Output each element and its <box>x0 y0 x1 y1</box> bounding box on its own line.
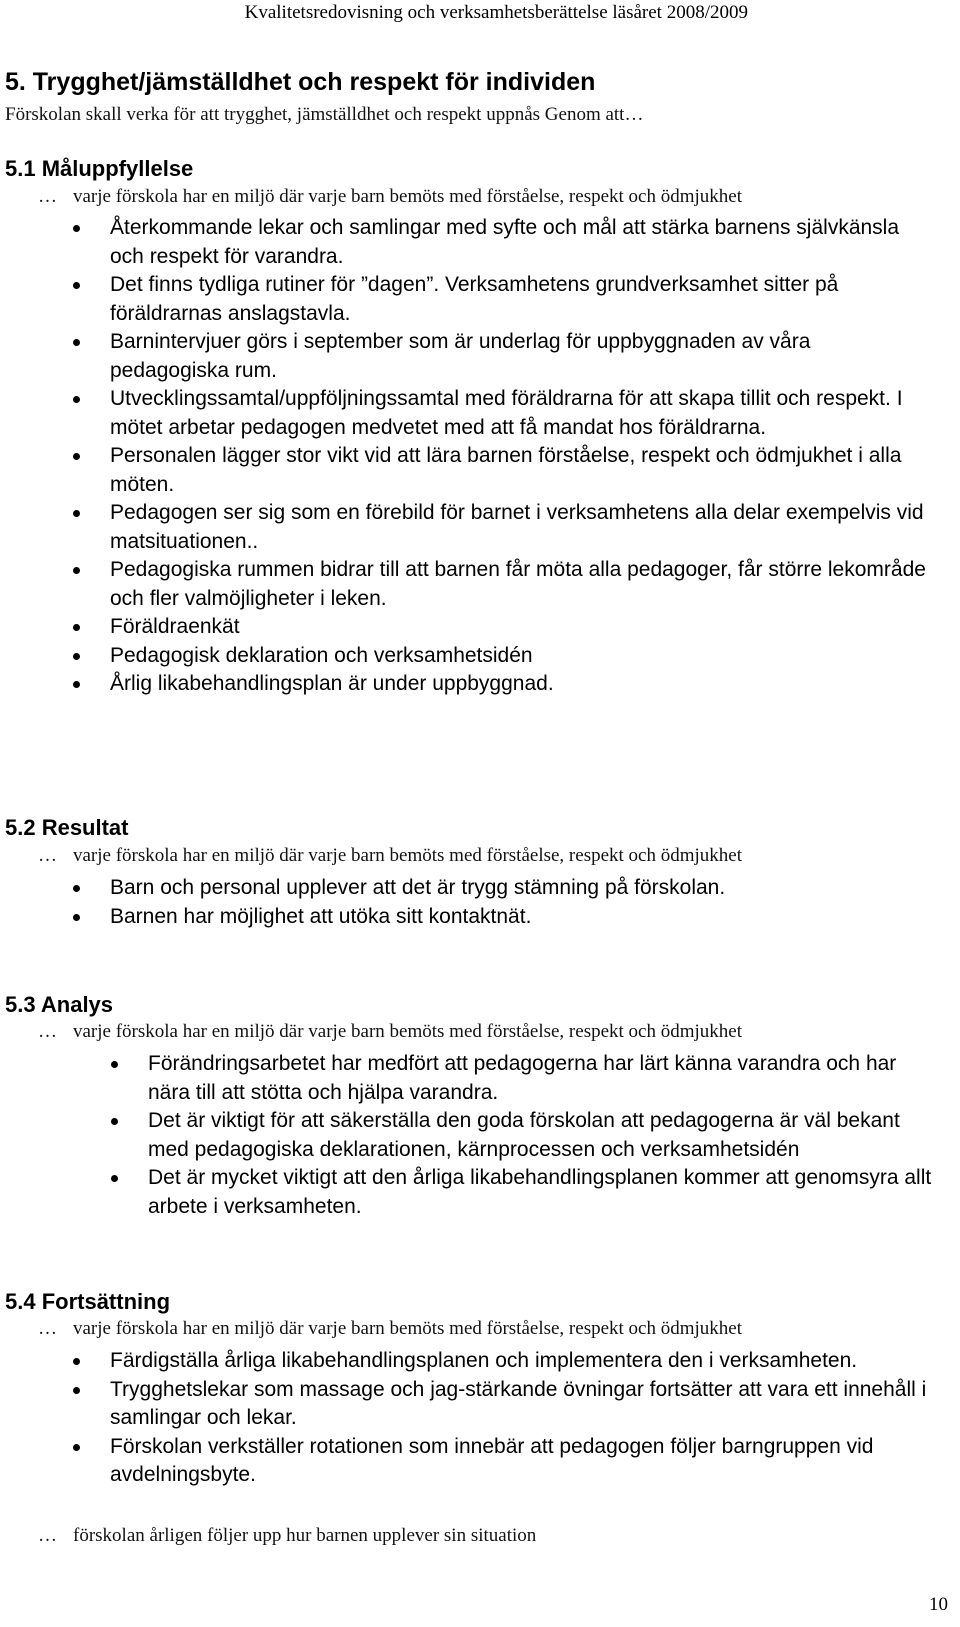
list-item-text: Barn och personal upplever att det är trygg stämning på förskolan. <box>110 876 726 899</box>
list-item-text: Det finns tydliga rutiner för ”dagen”. Verksamhetens grundverksamhet sitter på föräldrarnas anslagstavla. <box>110 273 839 325</box>
closing-text: förskolan årligen följer upp hur barnen upplever sin situation <box>73 1525 537 1546</box>
goal-text: varje förskola har en miljö där varje barn bemöts med förståelse, respekt och ödmjukhet <box>73 186 742 207</box>
goal-statement <box>38 1318 742 1340</box>
list-item <box>73 214 933 271</box>
fortsattning-list <box>73 1347 933 1490</box>
heading-resultat: 5.2 Resultat <box>5 815 129 840</box>
list-item-text: Barnen har möjlighet att utöka sitt kontaktnät. <box>110 904 532 928</box>
list-item-text: Personalen lägger stor vikt vid att lära barnen förståelse, respekt och ödmjukhet i alla möten. <box>110 444 902 496</box>
bullet-icon <box>73 1444 80 1451</box>
list-item <box>111 1107 941 1164</box>
ellipsis: … <box>38 1318 57 1339</box>
list-item-text: Årlig likabehandlingsplan är under uppbyggnad. <box>110 672 554 695</box>
bullet-icon <box>111 1061 118 1068</box>
list-item-text: Pedagogiska rummen bidrar till att barnen får möta alla pedagoger, får större lekområde och fler valmöjligheter i leken. <box>110 558 926 610</box>
ellipsis: … <box>38 845 57 866</box>
list-item-text: Föräldraenkät <box>110 615 240 638</box>
bullet-icon <box>73 1387 80 1394</box>
bullet-icon <box>73 453 80 460</box>
maluppfyllelse-list <box>73 214 933 699</box>
list-item-text: Förskolan verkställer rotationen som innebär att pedagogen följer barngruppen vid avdelningsbyte. <box>110 1434 874 1486</box>
bullet-icon <box>73 396 80 403</box>
bullet-icon <box>73 653 80 660</box>
bullet-icon <box>73 681 80 688</box>
bullet-icon <box>73 510 80 517</box>
list-item <box>73 1376 933 1433</box>
running-header: Kvalitetsredovisning och verksamhetsberättelse läsåret 2008/2009 <box>244 2 748 23</box>
list-item <box>111 1050 941 1107</box>
resultat-list <box>73 874 933 931</box>
list-item <box>111 1164 941 1221</box>
list-item-text: Det är viktigt för att säkerställa den goda förskolan att pedagogerna är väl bekant med pedagogiska deklarationen, kärnprocessen och verksamhetsidén <box>148 1109 900 1161</box>
list-item <box>73 271 933 328</box>
bullet-icon <box>73 624 80 631</box>
ellipsis: … <box>38 186 57 207</box>
list-item <box>73 642 933 671</box>
list-item <box>73 670 933 699</box>
heading-maluppfyllelse: 5.1 Måluppfyllelse <box>5 156 194 181</box>
list-item <box>73 442 933 499</box>
goal-text: varje förskola har en miljö där varje barn bemöts med förståelse, respekt och ödmjukhet <box>73 1021 742 1042</box>
bullet-icon <box>73 1358 80 1365</box>
list-item-text: Återkommande lekar och samlingar med syfte och mål att stärka barnens självkänsla och respekt för varandra. <box>110 216 900 268</box>
section-intro: Förskolan skall verka för att trygghet, jämställdhet och respekt uppnås Genom att… <box>5 104 644 125</box>
heading-analys: 5.3 Analys <box>5 992 114 1017</box>
list-item <box>73 328 933 385</box>
list-item-text: Pedagogen ser sig som en förebild för barnet i verksamhetens alla delar exempelvis vid matsituationen.. <box>110 501 924 553</box>
ellipsis: … <box>38 1525 57 1546</box>
closing-statement <box>38 1525 536 1547</box>
list-item <box>73 385 933 442</box>
list-item-text: Förändringsarbetet har medfört att pedagogerna har lärt känna varandra och har nära till att stötta och hjälpa varandra. <box>148 1052 897 1104</box>
heading-fortsattning: 5.4 Fortsättning <box>5 1289 171 1314</box>
list-item <box>73 499 933 556</box>
page-number: 10 <box>929 1594 948 1615</box>
list-item <box>73 874 933 903</box>
goal-text: varje förskola har en miljö där varje barn bemöts med förståelse, respekt och ödmjukhet <box>73 1318 742 1339</box>
ellipsis: … <box>38 1021 57 1042</box>
list-item <box>73 1433 933 1490</box>
goal-statement <box>38 1021 742 1043</box>
list-item <box>73 903 933 932</box>
list-item-text: Trygghetslekar som massage och jag-stärkande övningar fortsätter att vara ett innehåll i samlingar och lekar. <box>110 1377 927 1429</box>
list-item-text: Barnintervjuer görs i september som är underlag för uppbyggnaden av våra pedagogiska rum. <box>110 330 811 382</box>
list-item <box>73 1347 933 1376</box>
bullet-icon <box>73 567 80 574</box>
bullet-icon <box>73 225 80 232</box>
list-item-text: Utvecklingssamtal/uppföljningssamtal med föräldrarna för att skapa tillit och respekt. I mötet arbetar pedagogen medvetet med att få mandat hos föräldrarna. <box>110 387 903 439</box>
bullet-icon <box>73 914 80 921</box>
list-item-text: Det är mycket viktigt att den årliga likabehandlingsplanen kommer att genomsyra allt arbete i verksamheten. <box>148 1166 932 1218</box>
bullet-icon <box>73 282 80 289</box>
analys-list <box>111 1050 941 1221</box>
bullet-icon <box>73 885 80 892</box>
section-title: 5. Trygghet/jämställdhet och respekt för individen <box>5 68 596 96</box>
goal-statement <box>38 186 742 208</box>
goal-statement <box>38 845 742 867</box>
bullet-icon <box>111 1118 118 1125</box>
bullet-icon <box>73 339 80 346</box>
goal-text: varje förskola har en miljö där varje barn bemöts med förståelse, respekt och ödmjukhet <box>73 845 742 866</box>
list-item <box>73 556 933 613</box>
list-item-text: Pedagogisk deklaration och verksamhetsidén <box>110 643 533 667</box>
bullet-icon <box>111 1175 118 1182</box>
list-item <box>73 613 933 642</box>
list-item-text: Färdigställa årliga likabehandlingsplanen och implementera den i verksamheten. <box>110 1349 858 1372</box>
